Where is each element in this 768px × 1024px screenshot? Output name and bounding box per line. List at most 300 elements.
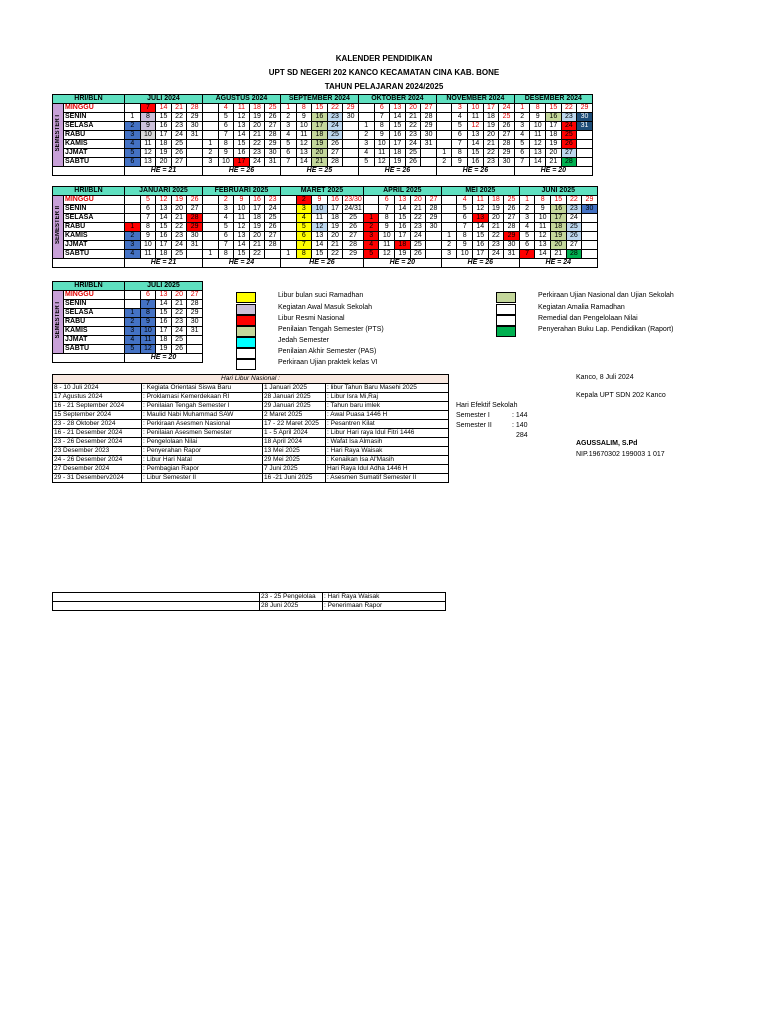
date-cell <box>187 336 203 345</box>
date-cell: 27 <box>504 214 520 223</box>
date-cell: 12 <box>312 223 328 232</box>
date-cell: 16 <box>473 241 489 250</box>
date-cell: 24 <box>405 140 421 149</box>
date-cell: 7 <box>374 113 390 122</box>
date-cell <box>436 104 452 113</box>
he-spacer <box>53 354 125 363</box>
date-cell: 14 <box>530 158 546 167</box>
date-cell: 24 <box>327 122 343 131</box>
date-cell: 3 <box>519 214 535 223</box>
date-cell: 18 <box>249 104 265 113</box>
date-cell: 25 <box>566 223 582 232</box>
date-cell: 10 <box>374 140 390 149</box>
date-cell <box>187 140 203 149</box>
date-cell <box>187 158 203 167</box>
date-cell: 19 <box>390 158 406 167</box>
date-cell <box>343 140 359 149</box>
date-cell: 18 <box>156 336 172 345</box>
date-cell: 13 <box>390 104 406 113</box>
date-cell: 5 <box>125 345 141 354</box>
day-label: SABTU <box>64 250 125 259</box>
date-cell: 16 <box>156 232 172 241</box>
date-cell: 30 <box>577 113 593 122</box>
legend-label: Perkiraan Ujian praktek kelas VI <box>278 359 378 366</box>
date-cell <box>582 223 598 232</box>
principal-role: Kepala UPT SDN 202 Kanco <box>576 392 666 399</box>
date-cell: 25 <box>499 113 515 122</box>
date-cell: 14 <box>395 205 411 214</box>
date-cell: 11 <box>468 113 484 122</box>
date-cell: 8 <box>374 122 390 131</box>
date-cell: 23 <box>566 205 582 214</box>
date-cell: 1 <box>441 232 457 241</box>
day-label: KAMIS <box>64 232 125 241</box>
date-cell: 18 <box>249 214 265 223</box>
date-cell: 2 <box>363 223 379 232</box>
he-spacer <box>53 259 125 268</box>
effective-days-title: Hari Efektif Sekolah <box>456 402 518 409</box>
date-cell: 17 <box>156 327 172 336</box>
date-cell: 3 <box>202 158 218 167</box>
date-cell: 1 <box>125 223 141 232</box>
date-cell: 18 <box>156 140 172 149</box>
date-cell <box>202 196 218 205</box>
date-cell <box>426 250 442 259</box>
date-cell <box>187 250 203 259</box>
date-cell: 28 <box>187 104 203 113</box>
date-cell: 28 <box>499 140 515 149</box>
date-cell: 30 <box>187 318 203 327</box>
date-cell: 20 <box>156 158 172 167</box>
total-effective-days: 284 <box>516 432 528 439</box>
bottom-cell: 28 Juni 2025 <box>260 602 323 611</box>
date-cell: 16 <box>156 122 172 131</box>
date-cell: 17 <box>234 158 250 167</box>
holiday-cell: 8 - 10 Juli 2024 <box>53 384 142 393</box>
date-cell: 30 <box>265 149 281 158</box>
date-cell: 6 <box>374 104 390 113</box>
date-cell <box>280 205 296 214</box>
date-cell <box>441 205 457 214</box>
date-cell: 29 <box>499 149 515 158</box>
legend-swatch <box>496 304 516 315</box>
date-cell: 28 <box>504 223 520 232</box>
date-cell: 7 <box>140 214 156 223</box>
date-cell: 2 <box>218 196 234 205</box>
date-cell: 14 <box>296 158 312 167</box>
month-header: AGUSTUS 2024 <box>202 95 280 104</box>
date-cell: 31 <box>187 327 203 336</box>
date-cell: 22 <box>566 196 582 205</box>
bottom-cell: : Hari Raya Waisak <box>323 593 446 602</box>
holiday-cell: 24 - 26 Desember 2024 <box>53 456 142 465</box>
date-cell: 21 <box>410 205 426 214</box>
date-cell: 13 <box>395 196 411 205</box>
date-cell: 9 <box>535 205 551 214</box>
date-cell: 22 <box>249 140 265 149</box>
date-cell: 15 <box>312 250 328 259</box>
date-cell <box>436 131 452 140</box>
hribln-header: HRI/BLN <box>53 95 125 104</box>
holiday-cell: : Libur Hari Natal <box>142 456 263 465</box>
date-cell: 6 <box>125 158 141 167</box>
date-cell: 26 <box>171 345 187 354</box>
effective-days-count: HE = 24 <box>519 259 597 268</box>
date-cell: 27 <box>265 122 281 131</box>
date-cell: 16 <box>468 158 484 167</box>
date-cell <box>202 241 218 250</box>
date-cell: 1 <box>363 214 379 223</box>
date-cell: 20 <box>249 122 265 131</box>
date-cell: 10 <box>457 250 473 259</box>
date-cell: 22 <box>488 232 504 241</box>
date-cell: 6 <box>296 232 312 241</box>
date-cell: 13 <box>530 149 546 158</box>
day-label: MINGGU <box>64 291 125 300</box>
day-label: JJMAT <box>64 336 125 345</box>
date-cell: 23 <box>171 232 187 241</box>
date-cell: 12 <box>530 140 546 149</box>
date-cell <box>582 241 598 250</box>
date-cell: 28 <box>187 214 203 223</box>
date-cell: 13 <box>535 241 551 250</box>
date-cell: 5 <box>514 140 530 149</box>
date-cell: 26 <box>343 223 364 232</box>
date-cell: 25 <box>343 214 364 223</box>
effective-days-count: HE = 26 <box>202 167 280 176</box>
effective-days-count: HE = 20 <box>363 259 441 268</box>
date-cell: 20 <box>249 232 265 241</box>
date-cell: 9 <box>530 113 546 122</box>
date-cell: 27 <box>343 232 364 241</box>
day-label: RABU <box>64 223 125 232</box>
date-cell: 7 <box>457 223 473 232</box>
legend-swatch <box>236 348 256 359</box>
date-cell: 29 <box>187 223 203 232</box>
date-cell: 8 <box>379 214 395 223</box>
month-header: SEPTEMBER 2024 <box>280 95 358 104</box>
holiday-cell: 29 - 31 Desemberv2024 <box>53 474 142 483</box>
date-cell: 23 <box>327 113 343 122</box>
date-cell: 18 <box>395 241 411 250</box>
date-cell: 26 <box>187 196 203 205</box>
holiday-cell: 1 Januari 2025 <box>263 384 326 393</box>
date-cell: 14 <box>156 104 172 113</box>
date-cell: 19 <box>327 223 343 232</box>
date-cell <box>577 149 593 158</box>
date-cell: 29 <box>582 196 598 205</box>
day-label: JJMAT <box>64 241 125 250</box>
date-cell: 7 <box>140 300 156 309</box>
holiday-cell: : Kegiata Orientasi Siswa Baru <box>142 384 263 393</box>
date-cell: 15 <box>473 232 489 241</box>
date-cell: 20 <box>410 196 426 205</box>
date-cell: 23 <box>405 131 421 140</box>
date-cell: 23 <box>171 122 187 131</box>
date-cell: 18 <box>483 113 499 122</box>
holiday-cell: : Libur Semester II <box>142 474 263 483</box>
date-cell: 4 <box>125 336 141 345</box>
month-header: NOVEMBER 2024 <box>436 95 514 104</box>
date-cell: 16 <box>390 131 406 140</box>
date-cell: 22 <box>410 214 426 223</box>
date-cell: 29 <box>343 104 359 113</box>
date-cell: 21 <box>249 131 265 140</box>
date-cell: 5 <box>280 140 296 149</box>
date-cell: 11 <box>530 131 546 140</box>
day-label: RABU <box>64 318 125 327</box>
date-cell <box>280 241 296 250</box>
date-cell: 2 <box>441 241 457 250</box>
effective-days-count: HE = 25 <box>280 167 358 176</box>
day-label: KAMIS <box>64 327 125 336</box>
date-cell: 27 <box>566 241 582 250</box>
effective-days-count: HE = 20 <box>514 167 592 176</box>
date-cell: 10 <box>296 122 312 131</box>
legend-label: Penilaian Tengah Semester (PTS) <box>278 326 384 333</box>
date-cell: 6 <box>457 214 473 223</box>
date-cell <box>426 241 442 250</box>
legend-swatch <box>496 292 516 303</box>
date-cell: 7 <box>140 104 156 113</box>
day-label: SELASA <box>64 309 125 318</box>
date-cell: 17 <box>550 214 566 223</box>
date-cell: 4 <box>519 223 535 232</box>
date-cell <box>202 122 218 131</box>
legend-label: Kegiatan Amalia Ramadhan <box>538 304 625 311</box>
date-cell: 25 <box>171 336 187 345</box>
date-cell: 27 <box>426 196 442 205</box>
date-cell: 21 <box>171 214 187 223</box>
holiday-cell: : Libur Isra Mi,Raj <box>326 393 449 402</box>
principal-name: AGUSSALIM, S.Pd <box>576 440 638 447</box>
date-cell: 22 <box>327 104 343 113</box>
date-cell: 17 <box>546 122 562 131</box>
date-cell: 15 <box>234 250 250 259</box>
date-cell: 13 <box>473 214 489 223</box>
date-cell: 23 <box>488 241 504 250</box>
date-cell <box>280 196 296 205</box>
date-cell: 1 <box>125 113 141 122</box>
date-cell: 20 <box>312 149 328 158</box>
date-cell: 15 <box>234 140 250 149</box>
holiday-cell: Hari Raya Idul Adha 1446 H <box>326 465 449 474</box>
date-cell: 2 <box>358 131 374 140</box>
date-cell: 18 <box>327 214 343 223</box>
date-cell: 13 <box>156 291 172 300</box>
holiday-cell: : Perkiraan Asesmen Nasional <box>142 420 263 429</box>
calendar-block-july-2025 <box>52 281 203 363</box>
date-cell: 14 <box>390 113 406 122</box>
date-cell: 11 <box>234 104 250 113</box>
holiday-cell: 27 Desember 2024 <box>53 465 142 474</box>
date-cell: 26 <box>327 140 343 149</box>
date-cell: 8 <box>218 250 234 259</box>
legend-swatch <box>236 359 256 370</box>
date-cell <box>363 196 379 205</box>
date-cell: 5 <box>218 113 234 122</box>
date-cell: 18 <box>390 149 406 158</box>
holiday-cell: : Penyerahan Rapor <box>142 447 263 456</box>
date-cell: 18 <box>156 250 172 259</box>
date-cell: 28 <box>187 300 203 309</box>
date-cell: 3 <box>125 241 141 250</box>
date-cell: 3 <box>125 327 141 336</box>
holiday-cell: : Pesantren Kilat <box>326 420 449 429</box>
bottom-empty <box>53 593 260 602</box>
date-cell: 19 <box>249 113 265 122</box>
date-cell: 8 <box>296 250 312 259</box>
date-cell: 15 <box>390 122 406 131</box>
date-cell: 17 <box>395 232 411 241</box>
date-cell: 29 <box>343 250 364 259</box>
date-cell: 10 <box>312 205 328 214</box>
date-cell: 20 <box>171 205 187 214</box>
date-cell: 11 <box>312 214 328 223</box>
date-cell: 7 <box>218 241 234 250</box>
date-cell: 8 <box>140 223 156 232</box>
date-cell: 28 <box>343 241 364 250</box>
day-label: JJMAT <box>64 149 125 158</box>
date-cell: 29 <box>187 113 203 122</box>
date-cell: 8 <box>530 104 546 113</box>
date-cell: 13 <box>156 205 172 214</box>
date-cell: 27 <box>265 232 281 241</box>
date-cell: 2 <box>125 122 141 131</box>
date-cell: 24 <box>499 104 515 113</box>
date-cell: 25 <box>265 104 281 113</box>
date-cell <box>187 149 203 158</box>
date-cell: 8 <box>140 309 156 318</box>
date-cell: 11 <box>374 149 390 158</box>
holiday-table-bottom <box>52 592 446 611</box>
date-cell: 7 <box>280 158 296 167</box>
day-label: MINGGU <box>64 104 125 113</box>
date-cell: 26 <box>561 140 577 149</box>
holiday-cell: 15 September 2024 <box>53 411 142 420</box>
date-cell: 31 <box>187 241 203 250</box>
holiday-title: Hari Libur Nasional : <box>53 375 449 384</box>
date-cell: 17 <box>156 131 172 140</box>
date-cell: 10 <box>218 158 234 167</box>
date-cell: 24 <box>265 205 281 214</box>
holiday-cell: : Penilaian Asesmen Semester <box>142 429 263 438</box>
date-cell: 3 <box>441 250 457 259</box>
date-cell: 17 <box>473 250 489 259</box>
date-cell: 4 <box>457 196 473 205</box>
holiday-cell: 17 - 22 Maret 2025 <box>263 420 326 429</box>
date-cell: 11 <box>140 250 156 259</box>
date-cell: 25 <box>327 131 343 140</box>
day-label: SABTU <box>64 345 125 354</box>
legend-swatch <box>236 304 256 315</box>
date-cell: 28 <box>327 158 343 167</box>
month-header: MEI 2025 <box>441 187 519 196</box>
date-cell: 4 <box>218 104 234 113</box>
date-cell: 10 <box>535 214 551 223</box>
legend-swatch <box>236 337 256 348</box>
date-cell: 10 <box>140 131 156 140</box>
date-cell: 24 <box>488 250 504 259</box>
date-cell: 14 <box>312 241 328 250</box>
date-cell: 14 <box>473 223 489 232</box>
date-cell: 5 <box>519 232 535 241</box>
date-cell: 10 <box>140 241 156 250</box>
date-cell <box>577 131 593 140</box>
legend-label: Libur Resmi Nasional <box>278 315 345 322</box>
holiday-cell: 29 Januari 2025 <box>263 402 326 411</box>
date-cell: 9 <box>140 122 156 131</box>
date-cell: 8 <box>296 104 312 113</box>
bottom-cell: 23 - 25 Pengelolaa <box>260 593 323 602</box>
date-cell: 22 <box>327 250 343 259</box>
date-cell: 27 <box>421 104 437 113</box>
date-cell: 8 <box>140 113 156 122</box>
date-cell: 7 <box>379 205 395 214</box>
date-cell: 4 <box>363 241 379 250</box>
date-cell: 27 <box>187 291 203 300</box>
date-cell: 17 <box>312 122 328 131</box>
date-cell: 6 <box>140 291 156 300</box>
date-cell: 30 <box>499 158 515 167</box>
legend-swatch <box>236 326 256 337</box>
date-cell: 22 <box>249 250 265 259</box>
date-cell: 27 <box>171 158 187 167</box>
date-cell <box>436 122 452 131</box>
date-cell: 14 <box>535 250 551 259</box>
holiday-cell: : Awal Puasa 1446 H <box>326 411 449 420</box>
date-cell <box>280 214 296 223</box>
date-cell <box>280 232 296 241</box>
date-cell <box>343 131 359 140</box>
date-cell: 1 <box>519 196 535 205</box>
date-cell: 13 <box>296 149 312 158</box>
date-cell: 6 <box>218 122 234 131</box>
date-cell: 26 <box>566 232 582 241</box>
date-cell: 2 <box>280 113 296 122</box>
date-cell: 1 <box>358 122 374 131</box>
date-cell: 5 <box>125 149 141 158</box>
date-cell: 25 <box>405 149 421 158</box>
month-header: JULI 2024 <box>125 95 203 104</box>
date-cell: 29 <box>187 309 203 318</box>
date-cell: 6 <box>514 149 530 158</box>
date-cell: 9 <box>140 318 156 327</box>
date-cell: 19 <box>488 205 504 214</box>
date-cell: 21 <box>171 104 187 113</box>
date-cell: 27 <box>499 131 515 140</box>
date-cell: 24/31 <box>344 205 362 212</box>
month-header: JULI 2025 <box>125 282 203 291</box>
day-label: KAMIS <box>64 140 125 149</box>
date-cell: 20 <box>546 149 562 158</box>
date-cell: 31 <box>577 122 593 131</box>
date-cell: 4 <box>218 214 234 223</box>
date-cell: 22 <box>561 104 577 113</box>
date-cell: 15 <box>550 196 566 205</box>
date-cell: 19 <box>550 232 566 241</box>
semester-1-value: : 144 <box>512 412 528 419</box>
date-cell: 23 <box>249 149 265 158</box>
holiday-cell: : Hari Raya Waisak <box>326 447 449 456</box>
date-cell: 31 <box>265 158 281 167</box>
date-cell: 24 <box>410 232 426 241</box>
date-cell: 4 <box>125 140 141 149</box>
date-cell: 7 <box>514 158 530 167</box>
principal-nip: NIP.19670302 199003 1 017 <box>576 451 665 458</box>
effective-days-count: HE = 26 <box>436 167 514 176</box>
date-cell: 17 <box>249 205 265 214</box>
